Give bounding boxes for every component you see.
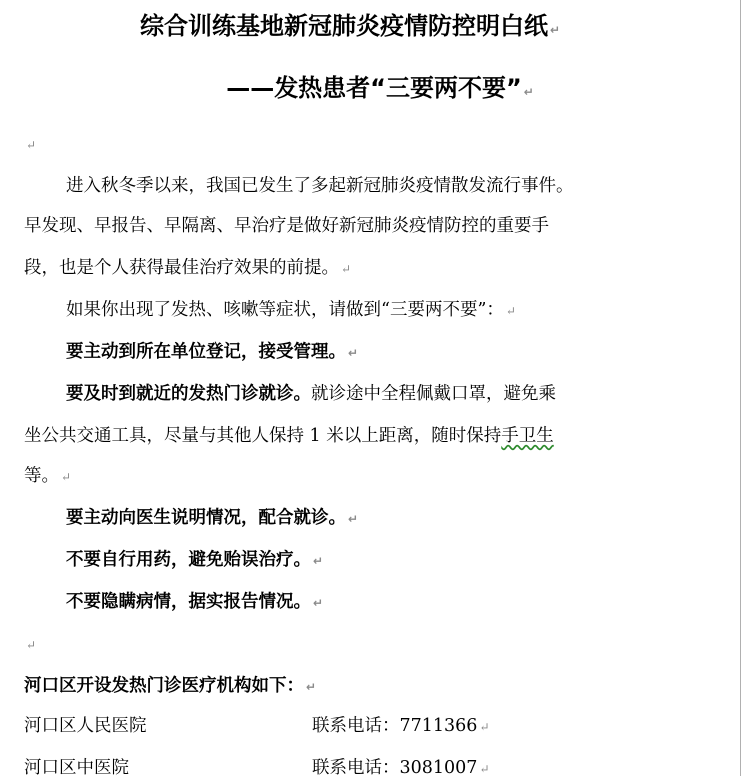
paragraph-mark: ↵ — [26, 638, 37, 652]
clinics-heading: 河口区开设发热门诊医疗机构如下： ↵ — [24, 676, 317, 696]
clinic-name: 河口区人民医院 — [24, 716, 147, 736]
intro-line-1: 进入秋冬季以来，我国已发生了多起新冠肺炎疫情散发流行事件。 — [66, 176, 574, 196]
document-subtitle-text: ——发热患者“三要两不要” — [226, 74, 522, 102]
rule-1: 要主动到所在单位登记，接受管理。 ↵ — [66, 342, 359, 362]
rule-4: 不要自行用药，避免贻误治疗。 ↵ — [66, 550, 324, 570]
rule-2-line-2: 坐公共交通工具，尽量与其他人保持 1 米以上距离，随时保持手卫生 — [24, 426, 554, 446]
rule-2-line-3: 等。 ↵ — [24, 466, 72, 486]
phone-label: 联系电话： — [312, 716, 400, 736]
paragraph-mark: ↵ — [348, 512, 359, 526]
paragraph-mark: ↵ — [26, 138, 37, 152]
lead-paragraph: 如果你出现了发热、咳嗽等症状，请做到“三要两不要”： ↵ — [66, 300, 516, 320]
phone-number: 7711366 — [399, 716, 478, 736]
intro-line-3: 段，也是个人获得最佳治疗效果的前提。 ↵ — [24, 258, 352, 278]
spellcheck-underlined-text: 手卫生 — [501, 426, 554, 446]
rule-3: 要主动向医生说明情况，配合就诊。 ↵ — [66, 508, 359, 528]
paragraph-mark: ↵ — [523, 85, 534, 99]
clinic-row — [24, 756, 724, 780]
page-edge — [740, 0, 741, 776]
rule-2-line-1: 要及时到就近的发热门诊就诊。就诊途中全程佩戴口罩，避免乘 — [66, 384, 556, 404]
clinic-contact — [312, 714, 490, 739]
paragraph-mark: ↵ — [549, 23, 561, 37]
phone-number: 3081007 — [399, 758, 478, 778]
empty-paragraph — [24, 132, 36, 157]
document-title-text: 综合训练基地新冠肺炎疫情防控明白纸 — [139, 12, 548, 40]
paragraph-mark: ↵ — [306, 680, 317, 694]
empty-paragraph — [24, 632, 36, 657]
paragraph-mark: ↵ — [505, 304, 516, 318]
paragraph-mark: ↵ — [348, 346, 359, 360]
paragraph-mark: ↵ — [479, 720, 490, 734]
paragraph-mark: ↵ — [479, 762, 490, 776]
clinic-contact — [312, 756, 490, 781]
clinic-row — [24, 714, 724, 738]
document-title — [0, 10, 700, 46]
phone-label: 联系电话： — [312, 758, 400, 778]
paragraph-mark: ↵ — [341, 262, 352, 276]
paragraph-mark: ↵ — [313, 596, 324, 610]
document-subtitle — [30, 72, 730, 108]
rule-5: 不要隐瞒病情，据实报告情况。 ↵ — [66, 592, 324, 612]
paragraph-mark: ↵ — [313, 554, 324, 568]
intro-line-2: 早发现、早报告、早隔离、早治疗是做好新冠肺炎疫情防控的重要手 — [24, 216, 549, 236]
paragraph-mark: ↵ — [61, 470, 72, 484]
clinic-name: 河口区中医院 — [24, 758, 129, 778]
